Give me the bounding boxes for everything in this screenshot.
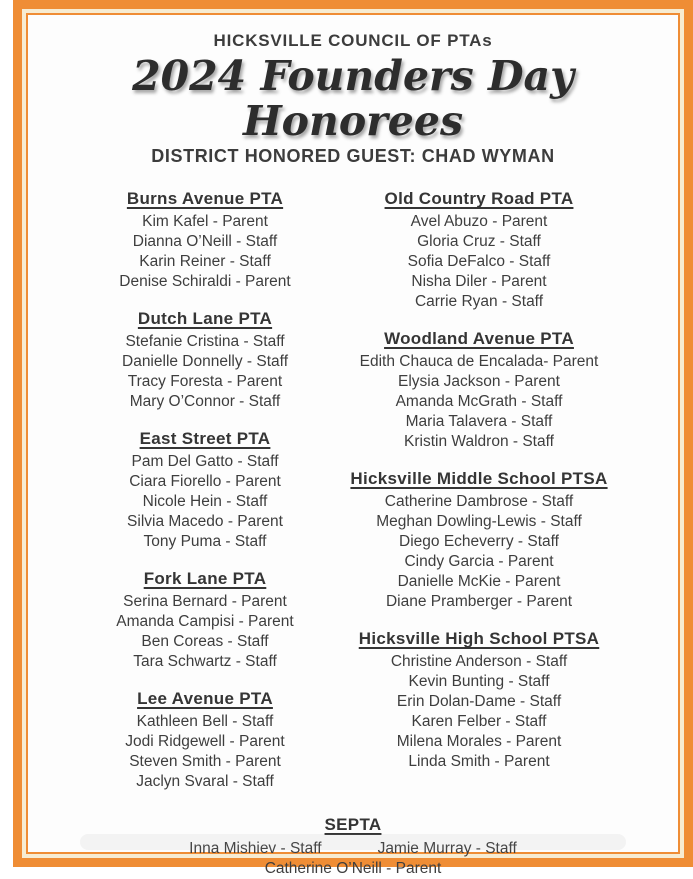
honoree-line: Stefanie Cristina - Staff xyxy=(125,333,285,351)
honoree-line: Danielle McKie - Parent xyxy=(397,573,561,591)
section-title: Old Country Road PTA xyxy=(384,189,574,209)
pta-section xyxy=(342,329,616,452)
right-column xyxy=(342,189,616,789)
honoree-line: Ben Coreas - Staff xyxy=(141,633,269,651)
pta-section xyxy=(68,429,342,552)
honoree-line: Carrie Ryan - Staff xyxy=(414,293,544,311)
honoree-line: Diane Pramberger - Parent xyxy=(385,593,573,611)
section-title: Woodland Avenue PTA xyxy=(384,329,574,349)
honoree-line: Denise Schiraldi - Parent xyxy=(119,273,291,291)
section-title: Lee Avenue PTA xyxy=(137,689,273,709)
pta-section xyxy=(342,469,616,612)
outer-border-frame xyxy=(13,0,693,878)
honoree-line: Jaclyn Svaral - Staff xyxy=(136,773,274,791)
honoree-line: Sofia DeFalco - Staff xyxy=(407,253,551,271)
honoree-line: Erin Dolan-Dame - Staff xyxy=(396,693,562,711)
honoree-line: Pam Del Gatto - Staff xyxy=(131,453,279,471)
honoree-line: Maria Talavera - Staff xyxy=(405,413,553,431)
pta-section xyxy=(68,309,342,412)
honoree-line: Linda Smith - Parent xyxy=(408,753,550,771)
organization-name: HICKSVILLE COUNCIL OF PTAs xyxy=(213,31,493,50)
honoree-line: Catherine Dambrose - Staff xyxy=(384,493,574,511)
honoree-line: Nisha Diler - Parent xyxy=(411,273,547,291)
honoree-line: Tara Schwartz - Staff xyxy=(133,653,277,671)
honoree-line: Karin Reiner - Staff xyxy=(139,253,271,271)
honoree-line: Tony Puma - Staff xyxy=(143,533,267,551)
honoree-line: Elysia Jackson - Parent xyxy=(398,373,560,391)
honoree-line: Jodi Ridgewell - Parent xyxy=(125,733,285,751)
honoree-line: Amanda McGrath - Staff xyxy=(395,393,563,411)
honoree-columns xyxy=(28,189,678,809)
section-title: East Street PTA xyxy=(139,429,271,449)
honoree-line: Silvia Macedo - Parent xyxy=(127,513,283,531)
header xyxy=(28,31,678,167)
flyer-content xyxy=(28,31,678,878)
section-title: Hicksville Middle School PTSA xyxy=(350,469,608,489)
event-title: 2024 Founders Day Honorees xyxy=(132,52,574,146)
honoree-line: Meghan Dowling-Lewis - Staff xyxy=(376,513,582,531)
honoree-line: Inna Mishiev - Staff xyxy=(189,840,322,858)
honoree-line: Diego Echeverry - Staff xyxy=(399,533,559,551)
honoree-line: Catherine O’Neill - Parent xyxy=(264,860,442,878)
pta-section xyxy=(68,689,342,792)
honoree-line: Kristin Waldron - Staff xyxy=(404,433,554,451)
honoree-line: Edith Chauca de Encalada- Parent xyxy=(359,353,599,371)
left-column xyxy=(68,189,342,809)
honoree-line: Nicole Hein - Staff xyxy=(142,493,268,511)
pta-section xyxy=(68,189,342,292)
pta-section xyxy=(342,189,616,312)
honoree-line: Milena Morales - Parent xyxy=(396,733,562,751)
section-title: SEPTA xyxy=(324,815,382,835)
pta-section xyxy=(342,629,616,772)
honoree-line: Kevin Bunting - Staff xyxy=(408,673,550,691)
honoree-line: Danielle Donnelly - Staff xyxy=(122,353,288,371)
section-title: Fork Lane PTA xyxy=(143,569,267,589)
section-title: Dutch Lane PTA xyxy=(137,309,273,329)
honoree-line: Cindy Garcia - Parent xyxy=(404,553,554,571)
honoree-line: Tracy Foresta - Parent xyxy=(127,373,283,391)
septa-section xyxy=(28,815,678,879)
honoree-line: Jamie Murray - Staff xyxy=(377,840,517,858)
honoree-line: Gloria Cruz - Staff xyxy=(417,233,541,251)
honoree-line: Amanda Campisi - Parent xyxy=(116,613,294,631)
honoree-line: Christine Anderson - Staff xyxy=(390,653,568,671)
section-title: Hicksville High School PTSA xyxy=(358,629,600,649)
honoree-line: Serina Bernard - Parent xyxy=(123,593,287,611)
section-title: Burns Avenue PTA xyxy=(126,189,284,209)
honoree-line: Karen Felber - Staff xyxy=(411,713,547,731)
honoree-line: Kathleen Bell - Staff xyxy=(136,713,274,731)
honoree-line: Mary O’Connor - Staff xyxy=(129,393,281,411)
honoree-line: Dianna O’Neill - Staff xyxy=(132,233,278,251)
honoree-line: Kim Kafel - Parent xyxy=(142,213,268,231)
honoree-line: Avel Abuzo - Parent xyxy=(410,213,548,231)
inner-border-frame xyxy=(26,13,680,878)
septa-row xyxy=(28,839,678,859)
pta-section xyxy=(68,569,342,672)
honoree-line: Steven Smith - Parent xyxy=(129,753,281,771)
honoree-line: Ciara Fiorello - Parent xyxy=(129,473,281,491)
honored-guest-line: DISTRICT HONORED GUEST: CHAD WYMAN xyxy=(151,146,555,167)
